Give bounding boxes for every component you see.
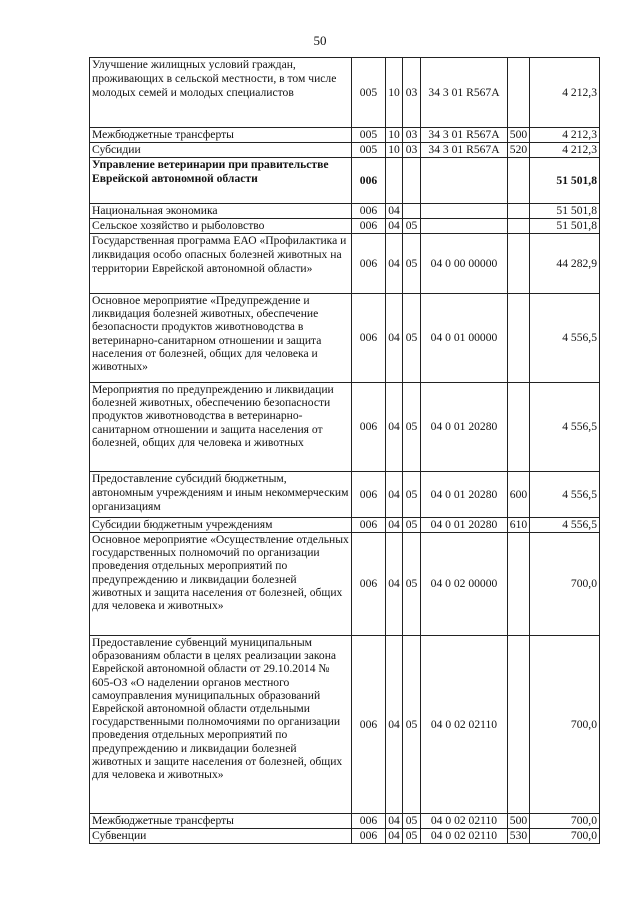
row-ved: 006 <box>352 219 386 234</box>
row-vr: 500 <box>508 814 530 829</box>
row-csr: 34 3 01 R567A <box>421 58 508 128</box>
row-name: Субвенции <box>90 829 352 844</box>
row-vr <box>508 533 530 636</box>
row-csr: 04 0 02 00000 <box>421 533 508 636</box>
row-name: Государственная программа ЕАО «Профилактика и ликвидация особо опасных болезней животных на территории Еврейской автономной области» <box>90 234 352 294</box>
row-pr: 03 <box>403 58 421 128</box>
row-ved: 006 <box>352 204 386 219</box>
row-csr: 04 0 00 00000 <box>421 234 508 294</box>
row-rz: 04 <box>386 814 403 829</box>
row-amount: 51 501,8 <box>530 158 600 204</box>
row-vr: 520 <box>508 143 530 158</box>
row-csr <box>421 204 508 219</box>
row-csr: 34 3 01 R567A <box>421 128 508 143</box>
row-ved: 006 <box>352 829 386 844</box>
row-name: Предоставление субсидий бюджетным, автономным учреждениям и иным некоммерческим организациям <box>90 472 352 518</box>
row-amount: 700,0 <box>530 829 600 844</box>
row-vr <box>508 294 530 383</box>
row-pr: 05 <box>403 472 421 518</box>
row-amount: 4 212,3 <box>530 58 600 128</box>
row-pr: 05 <box>403 383 421 472</box>
row-ved: 005 <box>352 143 386 158</box>
row-pr: 05 <box>403 518 421 533</box>
row-name: Основное мероприятие «Предупреждение и ликвидация болезней животных, обеспечение безопасности продуктов животноводства в ветеринарно-санитарном отношении и защита населения от болезней, общих для человека и животных» <box>90 294 352 383</box>
table-row <box>90 472 600 518</box>
row-pr: 05 <box>403 533 421 636</box>
row-pr: 05 <box>403 294 421 383</box>
row-rz: 04 <box>386 219 403 234</box>
row-rz: 04 <box>386 829 403 844</box>
row-amount: 4 212,3 <box>530 143 600 158</box>
table-row <box>90 294 600 383</box>
row-name: Межбюджетные трансферты <box>90 814 352 829</box>
row-ved: 006 <box>352 234 386 294</box>
table-row <box>90 204 600 219</box>
row-vr <box>508 204 530 219</box>
row-vr <box>508 58 530 128</box>
row-rz: 10 <box>386 58 403 128</box>
row-csr: 04 0 02 02110 <box>421 814 508 829</box>
row-amount: 51 501,8 <box>530 219 600 234</box>
table-row <box>90 829 600 844</box>
row-csr: 04 0 01 00000 <box>421 294 508 383</box>
row-rz: 04 <box>386 533 403 636</box>
row-rz: 04 <box>386 383 403 472</box>
row-pr: 03 <box>403 128 421 143</box>
row-vr <box>508 219 530 234</box>
row-amount: 4 556,5 <box>530 383 600 472</box>
row-ved: 006 <box>352 472 386 518</box>
table-row <box>90 814 600 829</box>
row-name: Субсидии <box>90 143 352 158</box>
row-amount: 44 282,9 <box>530 234 600 294</box>
row-amount: 4 212,3 <box>530 128 600 143</box>
row-csr <box>421 158 508 204</box>
row-ved: 006 <box>352 383 386 472</box>
row-amount: 700,0 <box>530 533 600 636</box>
row-rz: 04 <box>386 204 403 219</box>
row-name: Предоставление субвенций муниципальным образованиям области в целях реализации закона Еврейской автономной области от 29.10.2014 № 605-ОЗ «О наделении органов местного самоуправления муниципальных образований Еврейской автономной области отдельными государственными полномочиями по организации проведения отдельных мероприятий по предупреждению и ликвидации болезней животных и защите населения от болезней, общих для человека и животных» <box>90 636 352 814</box>
table-row <box>90 143 600 158</box>
row-rz: 10 <box>386 143 403 158</box>
row-pr: 05 <box>403 219 421 234</box>
row-rz: 04 <box>386 472 403 518</box>
row-rz: 04 <box>386 636 403 814</box>
row-vr <box>508 234 530 294</box>
row-vr: 530 <box>508 829 530 844</box>
row-pr <box>403 204 421 219</box>
row-amount: 4 556,5 <box>530 472 600 518</box>
table-row <box>90 636 600 814</box>
row-amount: 51 501,8 <box>530 204 600 219</box>
row-ved: 006 <box>352 636 386 814</box>
row-pr: 05 <box>403 636 421 814</box>
row-rz: 04 <box>386 234 403 294</box>
row-pr: 03 <box>403 143 421 158</box>
row-rz: 10 <box>386 128 403 143</box>
row-pr: 05 <box>403 829 421 844</box>
row-rz: 04 <box>386 518 403 533</box>
row-amount: 4 556,5 <box>530 518 600 533</box>
row-csr: 04 0 01 20280 <box>421 383 508 472</box>
row-name: Сельское хозяйство и рыболовство <box>90 219 352 234</box>
row-vr <box>508 636 530 814</box>
row-name: Межбюджетные трансферты <box>90 128 352 143</box>
row-csr: 04 0 02 02110 <box>421 829 508 844</box>
row-name: Основное мероприятие «Осуществление отдельных государственных полномочий по организации проведения отдельных мероприятий по предупреждению и ликвидации болезней животных и защита населения от болезней, общих для человека и животных» <box>90 533 352 636</box>
row-ved: 006 <box>352 158 386 204</box>
row-name: Улучшение жилищных условий граждан, проживающих в сельской местности, в том числе молодых семей и молодых специалистов <box>90 58 352 128</box>
row-rz: 04 <box>386 294 403 383</box>
row-amount: 700,0 <box>530 636 600 814</box>
row-ved: 005 <box>352 58 386 128</box>
row-pr: 05 <box>403 234 421 294</box>
row-pr: 05 <box>403 814 421 829</box>
table-row <box>90 158 600 204</box>
row-ved: 006 <box>352 814 386 829</box>
row-vr <box>508 158 530 204</box>
row-ved: 006 <box>352 518 386 533</box>
page-number: 50 <box>313 33 327 48</box>
row-ved: 005 <box>352 128 386 143</box>
row-name: Национальная экономика <box>90 204 352 219</box>
row-csr <box>421 219 508 234</box>
row-csr: 34 3 01 R567A <box>421 143 508 158</box>
row-rz <box>386 158 403 204</box>
row-csr: 04 0 01 20280 <box>421 518 508 533</box>
row-vr: 610 <box>508 518 530 533</box>
table-row <box>90 383 600 472</box>
row-amount: 700,0 <box>530 814 600 829</box>
table-row <box>90 533 600 636</box>
table-row <box>90 58 600 128</box>
row-name: Мероприятия по предупреждению и ликвидации болезней животных, обеспечению безопасности продуктов животноводства в ветеринарно-санитарном отношении и защита населения от болезней, общих для человека и животных <box>90 383 352 472</box>
row-ved: 006 <box>352 533 386 636</box>
row-vr: 500 <box>508 128 530 143</box>
row-vr <box>508 383 530 472</box>
table-row <box>90 128 600 143</box>
row-amount: 4 556,5 <box>530 294 600 383</box>
table-row <box>90 518 600 533</box>
row-vr: 600 <box>508 472 530 518</box>
table-row <box>90 234 600 294</box>
row-pr <box>403 158 421 204</box>
row-csr: 04 0 01 20280 <box>421 472 508 518</box>
row-ved: 006 <box>352 294 386 383</box>
row-name: Управление ветеринарии при правительстве Еврейской автономной области <box>90 158 352 204</box>
table-row <box>90 219 600 234</box>
budget-table <box>89 57 600 844</box>
row-csr: 04 0 02 02110 <box>421 636 508 814</box>
row-name: Субсидии бюджетным учреждениям <box>90 518 352 533</box>
